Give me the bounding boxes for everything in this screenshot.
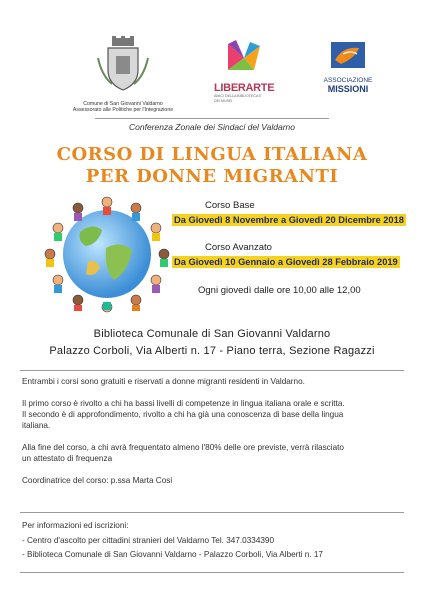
coordinator-text: Coordinatrice del corso: p.ssa Marta Cosi <box>22 476 173 485</box>
liberarte-subtitle: AMICI DELLA BIBLIOTECA E DEI MUSEI <box>214 94 262 103</box>
conference-text: Conferenza Zonale dei Sindaci del Valdarno <box>128 122 295 132</box>
coat-of-arms-icon <box>88 36 158 92</box>
base-course-dates: Da Giovedì 8 Novembre a Giovedì 20 Dicembre 2018 <box>174 215 404 225</box>
info-paragraph-free: Entrambi i corsi sono gratuiti e riservati a donne migranti residenti in Valdarno. <box>22 377 305 386</box>
info-block <box>22 376 404 486</box>
info-paragraph-second-course-2: italiana. <box>22 421 51 430</box>
title-line-1: CORSO DI LINGUA ITALIANA <box>56 144 368 165</box>
comune-logo <box>72 36 174 113</box>
footer-divider <box>20 572 404 573</box>
children-around-globe-icon <box>40 192 174 314</box>
advanced-course-label: Corso Avanzato <box>205 242 272 253</box>
missioni-line1: ASSOCIAZIONE <box>323 77 373 84</box>
comune-caption <box>68 101 178 113</box>
venue-line-2: Palazzo Corboli, Via Alberti n. 17 - Piano terra, Sezione Ragazzi <box>49 345 375 357</box>
comune-name: Comune di San Giovanni Valdarno <box>83 101 163 107</box>
globe-emblem-icon <box>329 40 367 70</box>
contact-line-1: - Centro d'ascolto per cittadini stranieri del Valdarno Tel. 347.0334390 <box>22 536 275 545</box>
venue-divider <box>20 370 404 371</box>
header-divider <box>95 118 329 119</box>
globe-illustration <box>40 192 174 314</box>
contacts-block <box>22 520 404 560</box>
liberarte-wordmark: LIBERARTE <box>214 82 275 94</box>
advanced-course-dates: Da Giovedì 10 Gennaio a Giovedì 28 Febbraio 2019 <box>174 257 398 267</box>
venue-line-1: Biblioteca Comunale di San Giovanni Valdarno <box>93 328 331 340</box>
schedule-text: Ogni giovedì dalle ore 10,00 alle 12,00 <box>198 285 361 296</box>
info-paragraph-certificate-1: Alla fine del corso, a chi avrà frequentato almeno l'80% delle ore previste, verrà rilasciato <box>22 443 344 452</box>
comune-office: Assessorato alle Politiche per l'Integrazione <box>72 107 174 113</box>
title-line-2: PER DONNE MIGRANTI <box>85 166 339 187</box>
contacts-divider <box>20 512 404 513</box>
info-paragraph-second-course-1: Il secondo è di approfondimento, rivolto a chi ha già una conoscenza di base della lingua <box>22 410 344 419</box>
liberarte-logo <box>214 40 274 104</box>
info-paragraph-first-course: Il primo corso è rivolto a chi ha bassi livelli di competenze in lingua italiana orale e scritta. <box>22 399 345 408</box>
contacts-heading: Per informazioni ed iscrizioni: <box>22 521 129 530</box>
missioni-line2: MISSIONI <box>327 84 369 94</box>
base-course-label: Corso Base <box>205 200 255 211</box>
origami-bird-icon <box>214 40 270 76</box>
info-paragraph-certificate-2: un attestato di frequenza <box>22 454 113 463</box>
contact-line-2: - Biblioteca Comunale di San Giovanni Valdarno - Palazzo Corboli, Via Alberti n. 17 <box>22 550 323 559</box>
missioni-logo <box>318 40 378 104</box>
